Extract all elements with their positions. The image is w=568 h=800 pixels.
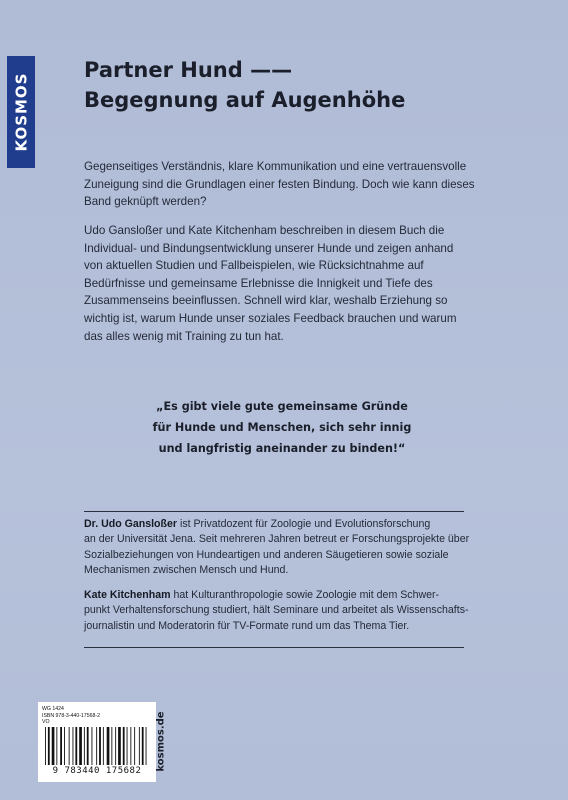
barcode-bar xyxy=(130,727,131,765)
barcode-bar xyxy=(45,727,46,765)
barcode-bar xyxy=(111,727,112,765)
divider-top xyxy=(84,511,464,512)
bio-line: an der Universität Jena. Seit mehreren Jahren betreut er Forschungsprojekte über xyxy=(84,533,470,546)
barcode-bar xyxy=(92,727,93,765)
quote-line: für Hunde und Menschen, sich sehr innig xyxy=(152,421,412,434)
author-bio-kitchenham xyxy=(84,588,484,634)
text-line: Individual- und Bindungsentwicklung unserer Hunde und zeigen anhand xyxy=(84,241,454,255)
text-line: Gegenseitiges Verständnis, klare Kommunikation und eine vertrauensvolle xyxy=(84,160,467,173)
description-paragraph xyxy=(84,222,484,345)
barcode-bar xyxy=(52,727,55,765)
quote-line: und langfristig aneinander zu binden!“ xyxy=(158,442,406,455)
barcode-bar xyxy=(48,727,50,765)
barcode-bar xyxy=(96,727,97,765)
barcode-meta xyxy=(42,706,100,726)
barcode-bar xyxy=(146,727,147,765)
bio-line: journalistin und Moderatorin für TV-Formate rund um das Thema Tier. xyxy=(84,619,410,632)
barcode-bar xyxy=(107,727,110,765)
text-line: Zuneigung sind die Grundlagen einer festen Bindung. Doch wie kann dieses xyxy=(84,177,475,191)
author-bio-ganslosser xyxy=(84,517,484,578)
barcode-number: 9 783440 175682 xyxy=(52,766,142,776)
barcode-bar xyxy=(87,727,89,765)
bio-line: Sozialbeziehungen von Hundeartigen und anderen Säugetieren sowie soziale xyxy=(84,548,449,561)
author-name: Dr. Udo Gansloßer xyxy=(84,518,178,530)
publisher-logo xyxy=(7,56,35,168)
bio-line: Dr. Udo Gansloßer ist Privatdozent für Zoologie und Evolutionsforschung xyxy=(84,518,431,530)
text-line: Band geknüpft werden? xyxy=(84,195,207,209)
text-line: Zusammenseins beeinflussen. Schnell wird klar, weshalb Erziehung so xyxy=(84,294,448,308)
text-line: Bedürfnisse und gemeinsame Erlebnisse die Innigkeit und Tiefe des xyxy=(84,276,433,290)
title-line-2: Begegnung auf Augenhöhe xyxy=(84,88,406,112)
barcode-bar xyxy=(64,727,65,765)
barcode-bar xyxy=(60,727,62,765)
bio-line: Kate Kitchenham hat Kulturanthropologie sowie Zoologie mit dem Schwer- xyxy=(84,589,440,601)
barcode-bar xyxy=(139,727,140,765)
barcode-bar xyxy=(56,727,57,765)
barcode-bar xyxy=(69,727,70,765)
bio-line: punkt Verhaltensforschung studiert, hält Seminare und arbeitet als Wissenschafts- xyxy=(84,604,469,617)
divider-bottom xyxy=(84,647,464,648)
intro-paragraph xyxy=(84,158,484,211)
barcode-bar xyxy=(84,727,85,765)
isbn-text: ISBN 978-3-440-17568-2 xyxy=(42,712,100,719)
bio-line: Mechanismen zwischen Mensch und Hund. xyxy=(84,563,289,576)
pull-quote xyxy=(84,396,480,459)
barcode-bar xyxy=(103,727,104,765)
barcode-bar xyxy=(134,727,135,765)
website-label xyxy=(154,700,168,782)
barcode-bar xyxy=(118,727,121,765)
product-group: WG 1424 xyxy=(42,706,64,712)
barcode-bar xyxy=(142,727,144,765)
website-url: kosmos.de xyxy=(155,710,167,772)
barcode-bar xyxy=(73,727,74,765)
barcode-bar xyxy=(75,727,77,765)
publisher-name: KOSMOS xyxy=(12,72,30,152)
text-line: Udo Gansloßer und Kate Kitchenham beschreiben in diesem Buch die xyxy=(84,224,445,237)
barcode-bar xyxy=(99,727,101,765)
barcode-bar xyxy=(115,727,116,765)
book-title xyxy=(84,55,524,115)
text-line: das alles wenig mit Training zu tun hat. xyxy=(84,329,284,343)
author-name: Kate Kitchenham xyxy=(84,589,171,601)
title-line-1: Partner Hund —— xyxy=(84,58,293,82)
barcode-bars xyxy=(44,727,150,765)
barcode-bar xyxy=(123,727,125,765)
meta-code: VO xyxy=(42,719,50,726)
barcode-bar xyxy=(127,727,128,765)
text-line: wichtig ist, warum Hunde unser soziales Feedback brauchen und warum xyxy=(84,311,457,325)
text-line: von aktuellen Studien und Fallbeispielen, wie Rücksichtnahme auf xyxy=(84,259,424,273)
isbn-barcode xyxy=(38,702,156,782)
quote-line: „Es gibt viele gute gemeinsame Gründe xyxy=(156,400,408,413)
barcode-bar xyxy=(79,727,82,765)
